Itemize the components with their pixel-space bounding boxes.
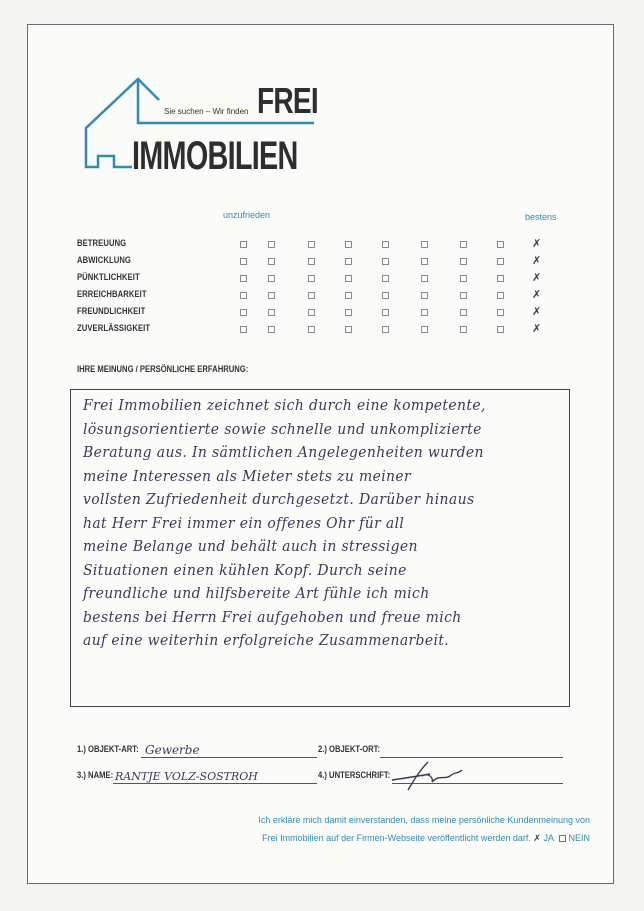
name-value: RANTJE VOLZ-SOSTROH [115, 770, 258, 783]
rating-checkbox[interactable] [460, 309, 467, 316]
name-field[interactable] [77, 770, 317, 784]
handwritten-line: vollsten Zufriedenheit durchgesetzt. Darüber hinaus [83, 490, 475, 508]
rating-checkbox[interactable] [345, 241, 352, 248]
rating-row [77, 255, 557, 269]
rating-checkbox[interactable] [460, 292, 467, 299]
objekt-art-value: Gewerbe [145, 743, 200, 757]
rating-checkbox[interactable] [345, 309, 352, 316]
consent-yes-label: JA [543, 833, 554, 843]
rating-checkbox[interactable] [240, 275, 247, 282]
signature-field[interactable] [318, 770, 563, 784]
handwritten-line: freundliche und hilfsbereite Art fühle ich mich [83, 584, 430, 602]
rating-row-label: PÜNKTLICHKEIT [77, 272, 140, 282]
consent-no-label: NEIN [568, 833, 590, 843]
rating-row-label: FREUNDLICHKEIT [77, 306, 146, 316]
rating-checkbox[interactable] [308, 309, 315, 316]
rating-row [77, 306, 557, 320]
rating-checkbox[interactable] [421, 309, 428, 316]
rating-checkbox[interactable] [268, 292, 275, 299]
objekt-art-line [141, 757, 317, 758]
rating-checkbox[interactable] [460, 241, 467, 248]
rating-checkbox[interactable] [308, 292, 315, 299]
rating-checkbox[interactable] [382, 258, 389, 265]
rating-checkbox[interactable] [460, 258, 467, 265]
rating-checkbox[interactable] [240, 292, 247, 299]
rating-checkbox[interactable] [345, 292, 352, 299]
rating-checkbox[interactable] [497, 309, 504, 316]
handwritten-line: Beratung aus. In sämtlichen Angelegenheiten wurden [83, 443, 484, 461]
rating-checkbox[interactable] [497, 258, 504, 265]
rating-row [77, 272, 557, 286]
rating-checkbox[interactable] [497, 241, 504, 248]
rating-checkbox-checked[interactable]: ✗ [532, 305, 542, 318]
handwritten-line: hat Herr Frei immer ein offenes Ohr für all [83, 513, 405, 532]
consent-line-2 [200, 833, 590, 844]
rating-checkbox[interactable] [382, 309, 389, 316]
rating-checkbox[interactable] [421, 258, 428, 265]
rating-checkbox[interactable] [345, 326, 352, 333]
rating-checkbox[interactable] [240, 309, 247, 316]
signature-label: 4.) UNTERSCHRIFT: [318, 770, 391, 780]
rating-checkbox[interactable] [240, 258, 247, 265]
rating-checkbox-checked[interactable]: ✗ [532, 288, 542, 301]
rating-row [77, 323, 557, 337]
opinion-title: IHRE MEINUNG / PERSÖNLICHE ERFAHRUNG: [77, 364, 249, 374]
opinion-box[interactable] [70, 389, 570, 707]
rating-checkbox[interactable] [497, 292, 504, 299]
rating-checkbox[interactable] [382, 326, 389, 333]
name-line [113, 783, 317, 784]
name-label: 3.) NAME: [77, 770, 114, 780]
handwritten-line: Situationen einen kühlen Kopf. Durch seine [83, 560, 407, 579]
rating-checkbox-checked[interactable]: ✗ [532, 271, 542, 284]
rating-checkbox-checked[interactable]: ✗ [532, 237, 542, 250]
objekt-ort-field[interactable] [318, 744, 563, 758]
rating-checkbox[interactable] [268, 258, 275, 265]
scale-low-label: unzufrieden [223, 210, 271, 220]
rating-checkbox[interactable] [308, 258, 315, 265]
rating-checkbox[interactable] [421, 275, 428, 282]
rating-checkbox[interactable] [421, 326, 428, 333]
handwritten-line: bestens bei Herrn Frei aufgehoben und freue mich [83, 607, 462, 626]
objekt-art-field[interactable] [77, 744, 317, 758]
objekt-art-label: 1.) OBJEKT-ART: [77, 744, 139, 754]
rating-checkbox[interactable] [497, 275, 504, 282]
rating-checkbox[interactable] [268, 309, 275, 316]
handwritten-line: auf eine weiterhin erfolgreiche Zusammenarbeit. [83, 631, 450, 649]
rating-checkbox[interactable] [421, 241, 428, 248]
rating-row-label: ERREICHBARKEIT [77, 289, 147, 299]
rating-checkbox[interactable] [308, 326, 315, 333]
consent-line-1: Ich erkläre mich damit einverstanden, dass meine persönliche Kundenmeinung von [258, 815, 590, 825]
rating-row-label: BETREUUNG [77, 238, 127, 248]
handwritten-line: meine Belange und behält auch in stressigen [83, 537, 418, 555]
handwritten-line: meine Interessen als Mieter stets zu meiner [83, 466, 412, 485]
rating-checkbox[interactable] [460, 326, 467, 333]
rating-checkbox[interactable] [345, 275, 352, 282]
rating-checkbox[interactable] [240, 241, 247, 248]
handwritten-line: Frei Immobilien zeichnet sich durch eine kompetente, [83, 396, 486, 414]
rating-row-label: ABWICKLUNG [77, 255, 131, 265]
rating-checkbox[interactable] [268, 326, 275, 333]
signature-scribble [388, 758, 468, 798]
rating-row [77, 238, 557, 252]
rating-checkbox[interactable] [308, 241, 315, 248]
rating-row-label: ZUVERLÄSSIGKEIT [77, 323, 151, 333]
consent-no-checkbox[interactable] [559, 835, 566, 842]
rating-checkbox-checked[interactable]: ✗ [532, 322, 542, 335]
scale-high-label: bestens [525, 212, 557, 222]
rating-checkbox[interactable] [268, 275, 275, 282]
rating-row [77, 289, 557, 303]
rating-checkbox[interactable] [382, 292, 389, 299]
rating-checkbox[interactable] [345, 258, 352, 265]
rating-checkbox[interactable] [460, 275, 467, 282]
company-logo [84, 76, 324, 176]
rating-checkbox[interactable] [382, 241, 389, 248]
consent-text: Frei Immobilien auf der Firmen-Webseite veröffentlicht werden darf. [262, 833, 531, 843]
rating-checkbox-checked[interactable]: ✗ [532, 254, 542, 267]
objekt-ort-label: 2.) OBJEKT-ORT: [318, 744, 381, 754]
rating-checkbox[interactable] [240, 326, 247, 333]
rating-checkbox[interactable] [268, 241, 275, 248]
logo-brand-top: FREI [257, 80, 318, 121]
rating-checkbox[interactable] [497, 326, 504, 333]
logo-brand-bottom: IMMOBILIEN [132, 134, 298, 178]
rating-checkbox[interactable] [421, 292, 428, 299]
consent-yes-checkbox[interactable]: ✗ [533, 834, 541, 844]
logo-tagline: Sie suchen – Wir finden [164, 107, 249, 116]
rating-checkbox[interactable] [308, 275, 315, 282]
handwritten-line: lösungsorientierte sowie schnelle und unkomplizierte [83, 419, 482, 438]
rating-checkbox[interactable] [382, 275, 389, 282]
